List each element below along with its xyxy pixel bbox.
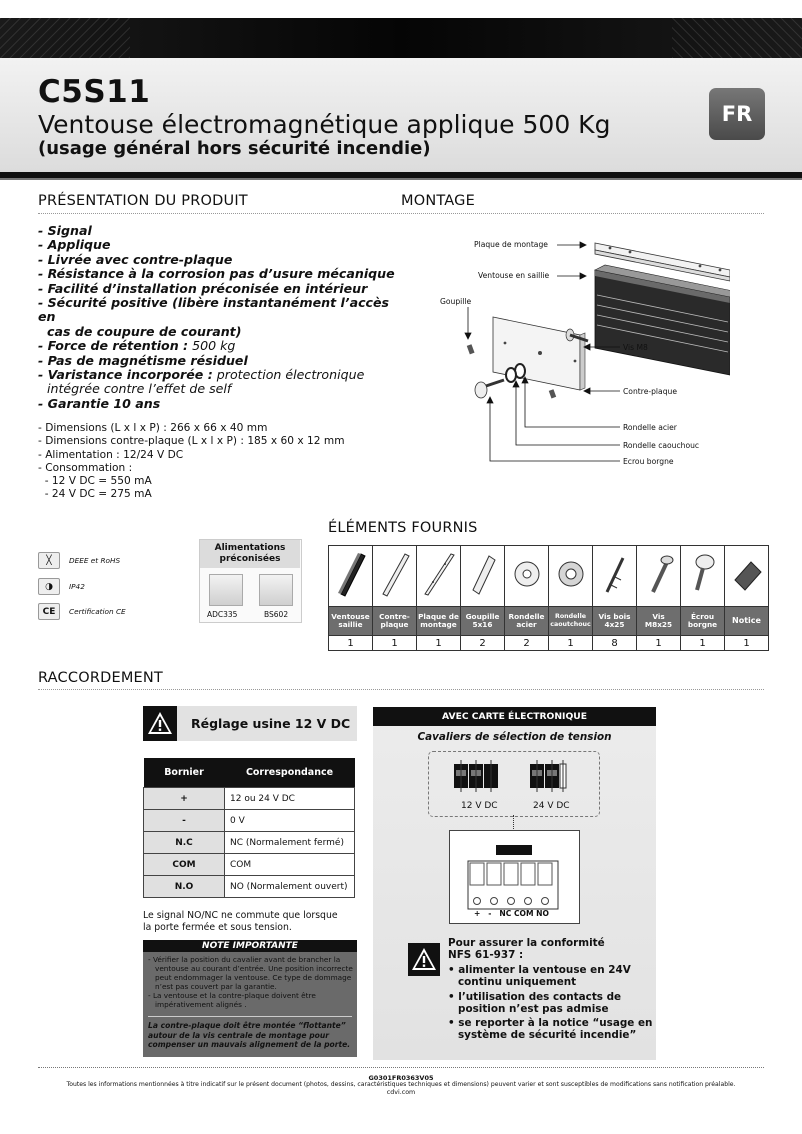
feature-item: - Pas de magnétisme résiduel	[38, 352, 248, 368]
cert-label: DEEE et RoHS	[69, 556, 121, 565]
terminal-correspondence: NO (Normalement ouvert)	[225, 876, 355, 898]
montage-diagram	[430, 225, 730, 475]
item-quantity: 1	[725, 636, 769, 651]
supplied-items-table	[328, 545, 769, 651]
spec-item: - 24 V DC = 275 mA	[38, 488, 152, 501]
item-name: Vis bois 4x25	[593, 607, 637, 636]
factory-setting-label: Réglage usine 12 V DC	[191, 716, 351, 731]
rubber-washer-icon	[549, 546, 593, 607]
product-code: C5S11	[38, 74, 151, 110]
terminal-correspondence: NC (Normalement fermé)	[225, 832, 355, 854]
terminal-table	[143, 758, 355, 898]
table-row	[144, 876, 355, 898]
item-quantity: 2	[505, 636, 549, 651]
cert-ce	[38, 603, 126, 620]
spec-item: - Dimensions contre-plaque (L x l x P) : 185 x 60 x 12 mm	[38, 435, 345, 448]
table-row	[144, 810, 355, 832]
item-name: Vis M8x25	[637, 607, 681, 636]
terminal-name: N.C	[144, 832, 225, 854]
manual-icon	[725, 546, 769, 607]
power-supply-title: Alimentations préconisées	[200, 540, 300, 568]
spec-item: - Consommation :	[38, 461, 133, 474]
language-badge: FR	[709, 88, 765, 140]
spec-list	[38, 422, 345, 502]
pin-icon	[461, 546, 505, 607]
nonc-note: Le signal NO/NC ne commute que lorsque la porte fermée et sous tension.	[143, 910, 338, 933]
spec-item: - Alimentation : 12/24 V DC	[38, 448, 184, 461]
weee-icon: ╳	[38, 552, 60, 569]
feature-item: - Sécurité positive (libère instantanément l’accès en	[38, 295, 390, 325]
magnet-drawing	[595, 265, 730, 375]
feature-item: - Facilité d’installation préconisée en intérieur	[38, 280, 368, 296]
important-note-body	[148, 955, 353, 1009]
magnet-icon	[329, 546, 373, 607]
item-quantity: 1	[373, 636, 417, 651]
feature-item: - Livrée avec contre-plaque	[38, 251, 233, 267]
m8-screw-icon	[637, 546, 681, 607]
item-quantity: 8	[593, 636, 637, 651]
label-goupille: Goupille	[440, 297, 472, 306]
terminal-correspondence: COM	[225, 854, 355, 876]
cap-nut-icon	[681, 546, 725, 607]
feature-item: - Varistance incorporée : protection électronique	[38, 367, 365, 383]
jumpers-drawing	[452, 760, 582, 800]
warning-icon	[143, 706, 177, 741]
label-contre-plaque: Contre-plaque	[623, 387, 677, 396]
terminal-header: Bornier	[144, 758, 225, 788]
product-subtitle: (usage général hors sécurité incendie)	[38, 138, 431, 159]
note-item: - Vérifier la position du cavalier avant de brancher la ventouse au courant d’entrée. Une position incorrecte peut endommager la ventouse. Ce type de dommage n’est pas couvert par la garantie.	[148, 955, 353, 991]
label-rondelle-acier: Rondelle acier	[623, 423, 677, 432]
feature-item: - Garantie 10 ans	[38, 395, 161, 411]
label-vis: Vis M8	[623, 343, 648, 352]
power-supply-model: BS602	[264, 610, 289, 619]
disclaimer: Toutes les informations mentionnées à titre indicatif sur le présent document (photos, dessins, caractéristiques techniques et dimensions) peuvent varier et sont susceptibles de modifications sans notification préalable.	[66, 1081, 736, 1088]
item-quantity: 1	[329, 636, 373, 651]
compliance-item: • l’utilisation des contacts de position n’est pas admise	[448, 990, 622, 1015]
terminal-labels: + - NC COM NO	[474, 909, 549, 918]
feature-list	[38, 224, 398, 411]
item-name: Contre- plaque	[373, 607, 417, 636]
bs602-image	[259, 574, 293, 606]
power-supply-model: ADC335	[207, 610, 238, 619]
feature-item: intégrée contre l’effet de self	[47, 381, 232, 397]
item-quantity: 1	[417, 636, 461, 651]
table-row	[144, 854, 355, 876]
ip-icon: ◑	[38, 578, 60, 595]
item-name: Rondelle caoutchouc	[549, 607, 593, 636]
warning-icon	[408, 943, 440, 976]
footer-divider	[38, 1067, 764, 1068]
compliance-notice: Pour assurer la conformité NFS 61-937 : • alimenter la ventouse en 24V continu uniquement • l’utilisation des contacts de position n’est pas admise • se reporter à la notice “usage en système de sécurité incendie”	[448, 937, 653, 1042]
note-divider	[148, 1016, 352, 1017]
terminal-name: N.O	[144, 876, 225, 898]
item-name: Rondelle acier	[505, 607, 549, 636]
terminal-correspondence: 12 ou 24 V DC	[225, 788, 355, 810]
item-name: Plaque de montage	[417, 607, 461, 636]
ce-icon: CE	[38, 603, 60, 620]
item-quantity: 2	[461, 636, 505, 651]
jumper-24v	[530, 760, 566, 792]
armature-icon	[373, 546, 417, 607]
jumper-12v	[454, 760, 498, 792]
label-ecrou: Ecrou borgne	[623, 457, 674, 466]
label-ventouse: Ventouse en saillie	[478, 271, 550, 280]
item-quantity: 1	[681, 636, 725, 651]
item-quantity: 1	[549, 636, 593, 651]
label-plaque: Plaque de montage	[474, 240, 548, 249]
steel-washer-icon	[505, 546, 549, 607]
terminal-block-drawing	[466, 845, 561, 910]
spec-item: - 12 V DC = 550 mA	[38, 475, 152, 488]
raccordement-heading: RACCORDEMENT	[38, 670, 163, 686]
item-name: Notice	[725, 607, 769, 636]
cert-weee	[38, 552, 120, 569]
elements-heading: ÉLÉMENTS FOURNIS	[328, 520, 478, 536]
website-link[interactable]: cdvi.com	[386, 1089, 416, 1096]
feature-item: - Signal	[38, 223, 92, 238]
cert-label: Certification CE	[69, 607, 126, 616]
important-note-emphasis: La contre-plaque doit être montée “flottante” autour de la vis centrale de montage pour compenser un mauvais alignement de la porte.	[148, 1021, 351, 1049]
header-band	[0, 18, 802, 58]
cert-ip	[38, 578, 85, 595]
correspondence-header: Correspondance	[225, 758, 355, 788]
item-name: Ventouse saillie	[329, 607, 373, 636]
montage-heading: MONTAGE	[401, 193, 475, 209]
terminal-correspondence: 0 V	[225, 810, 355, 832]
feature-item: - Applique	[38, 237, 111, 253]
item-name: Goupille 5x16	[461, 607, 505, 636]
section-divider	[38, 213, 764, 214]
wood-screw-icon	[593, 546, 637, 607]
adc335-image	[209, 574, 243, 606]
label-rondelle-caouchouc: Rondelle caouchouc	[623, 441, 700, 450]
section-divider	[38, 689, 764, 690]
compliance-item: • alimenter la ventouse en 24V continu uniquement	[448, 963, 631, 988]
presentation-heading: PRÉSENTATION DU PRODUIT	[38, 193, 248, 209]
feature-item: - Force de rétention : 500 kg	[38, 338, 236, 354]
table-row	[144, 788, 355, 810]
item-name: Écrou borgne	[681, 607, 725, 636]
spec-item: - Dimensions (L x l x P) : 266 x 66 x 40 mm	[38, 422, 268, 434]
terminal-name: +	[144, 788, 225, 810]
document-reference: G0301FR0363V05	[368, 1074, 434, 1082]
table-row	[144, 832, 355, 854]
header-divider-shadow	[0, 178, 802, 180]
mounting-plate-icon	[417, 546, 461, 607]
feature-item: - Résistance à la corrosion pas d’usure mécanique	[38, 266, 395, 282]
pin-drawing	[467, 344, 475, 354]
important-note-title: NOTE IMPORTANTE	[143, 940, 357, 952]
panel-subtitle: Cavaliers de sélection de tension	[417, 731, 612, 743]
item-quantity: 1	[637, 636, 681, 651]
compliance-item: • se reporter à la notice “usage en système de sécurité incendie”	[448, 1017, 653, 1042]
product-title: Ventouse électromagnétique applique 500 Kg	[38, 110, 611, 139]
terminal-name: -	[144, 810, 225, 832]
feature-item: cas de coupure de courant)	[47, 323, 242, 339]
jumper-label-12v: 12 V DC	[461, 801, 498, 811]
cert-label: IP42	[69, 582, 85, 591]
note-item: - La ventouse et la contre-plaque doivent être impérativement alignés .	[148, 991, 316, 1009]
terminal-name: COM	[144, 854, 225, 876]
panel-title: AVEC CARTE ÉLECTRONIQUE	[373, 707, 656, 726]
jumper-label-24v: 24 V DC	[533, 801, 570, 811]
